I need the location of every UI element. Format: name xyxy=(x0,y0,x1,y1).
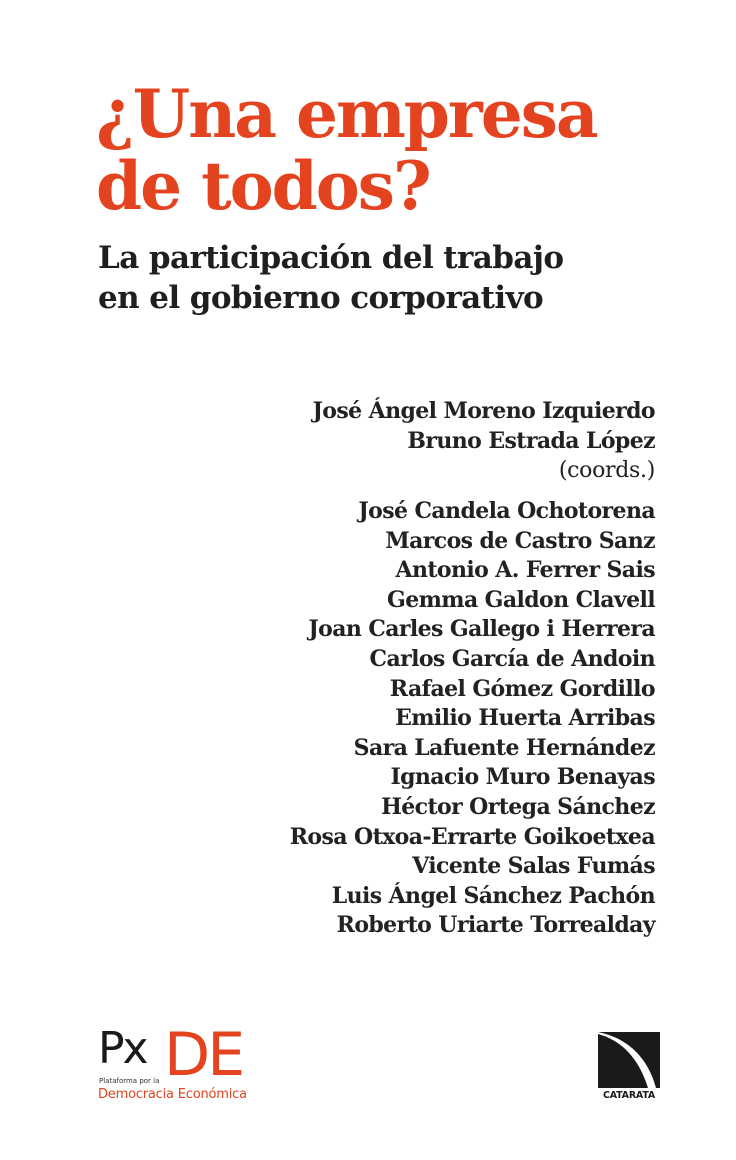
author-name: Héctor Ortega Sánchez xyxy=(381,793,655,820)
subtitle-line-1: La participación del trabajo xyxy=(98,240,564,276)
author-name: Roberto Uriarte Torrealday xyxy=(336,912,655,939)
subtitle-line-2: en el gobierno corporativo xyxy=(98,280,544,316)
book-subtitle xyxy=(98,238,564,318)
author-name: Antonio A. Ferrer Sais xyxy=(395,557,655,584)
author-name: Emilio Huerta Arribas xyxy=(395,705,655,732)
pxde-logo-mark-left: Px xyxy=(98,1023,147,1074)
title-line-1: ¿Una empresa xyxy=(96,75,597,153)
author-name: Marcos de Castro Sanz xyxy=(385,527,655,554)
coordinators-block xyxy=(313,396,656,486)
author-name: Joan Carles Gallego i Herrera xyxy=(308,616,655,643)
title-line-2: de todos? xyxy=(96,147,430,225)
pxde-logo xyxy=(98,1020,268,1110)
author-name: José Candela Ochotorena xyxy=(358,498,655,524)
publisher-name: CATARATA xyxy=(602,1090,656,1101)
author-name: Vicente Salas Fumás xyxy=(412,853,655,880)
pxde-logo-tagline: Plataforma por la xyxy=(99,1077,160,1085)
catarata-waterfall-icon xyxy=(598,1032,660,1088)
author-name: Carlos García de Andoin xyxy=(369,645,655,672)
author-name: Rafael Gómez Gordillo xyxy=(389,675,655,702)
coordinators-note: (coords.) xyxy=(558,458,655,483)
author-name: Luis Ángel Sánchez Pachón xyxy=(331,882,655,909)
author-name: Sara Lafuente Hernández xyxy=(353,734,655,761)
author-name: Rosa Otxoa-Errarte Goikoetxea xyxy=(289,823,655,850)
authors-list xyxy=(290,497,655,941)
coordinator-name: José Ángel Moreno Izquierdo xyxy=(312,398,655,424)
pxde-logo-name: Democracia Económica xyxy=(98,1087,247,1102)
catarata-publisher-logo xyxy=(598,1032,660,1102)
book-title xyxy=(96,75,597,225)
author-name: Ignacio Muro Benayas xyxy=(390,764,655,791)
coordinator-name: Bruno Estrada López xyxy=(407,428,655,454)
pxde-logo-mark-right: DE xyxy=(164,1020,243,1090)
author-name: Gemma Galdon Clavell xyxy=(387,586,655,613)
